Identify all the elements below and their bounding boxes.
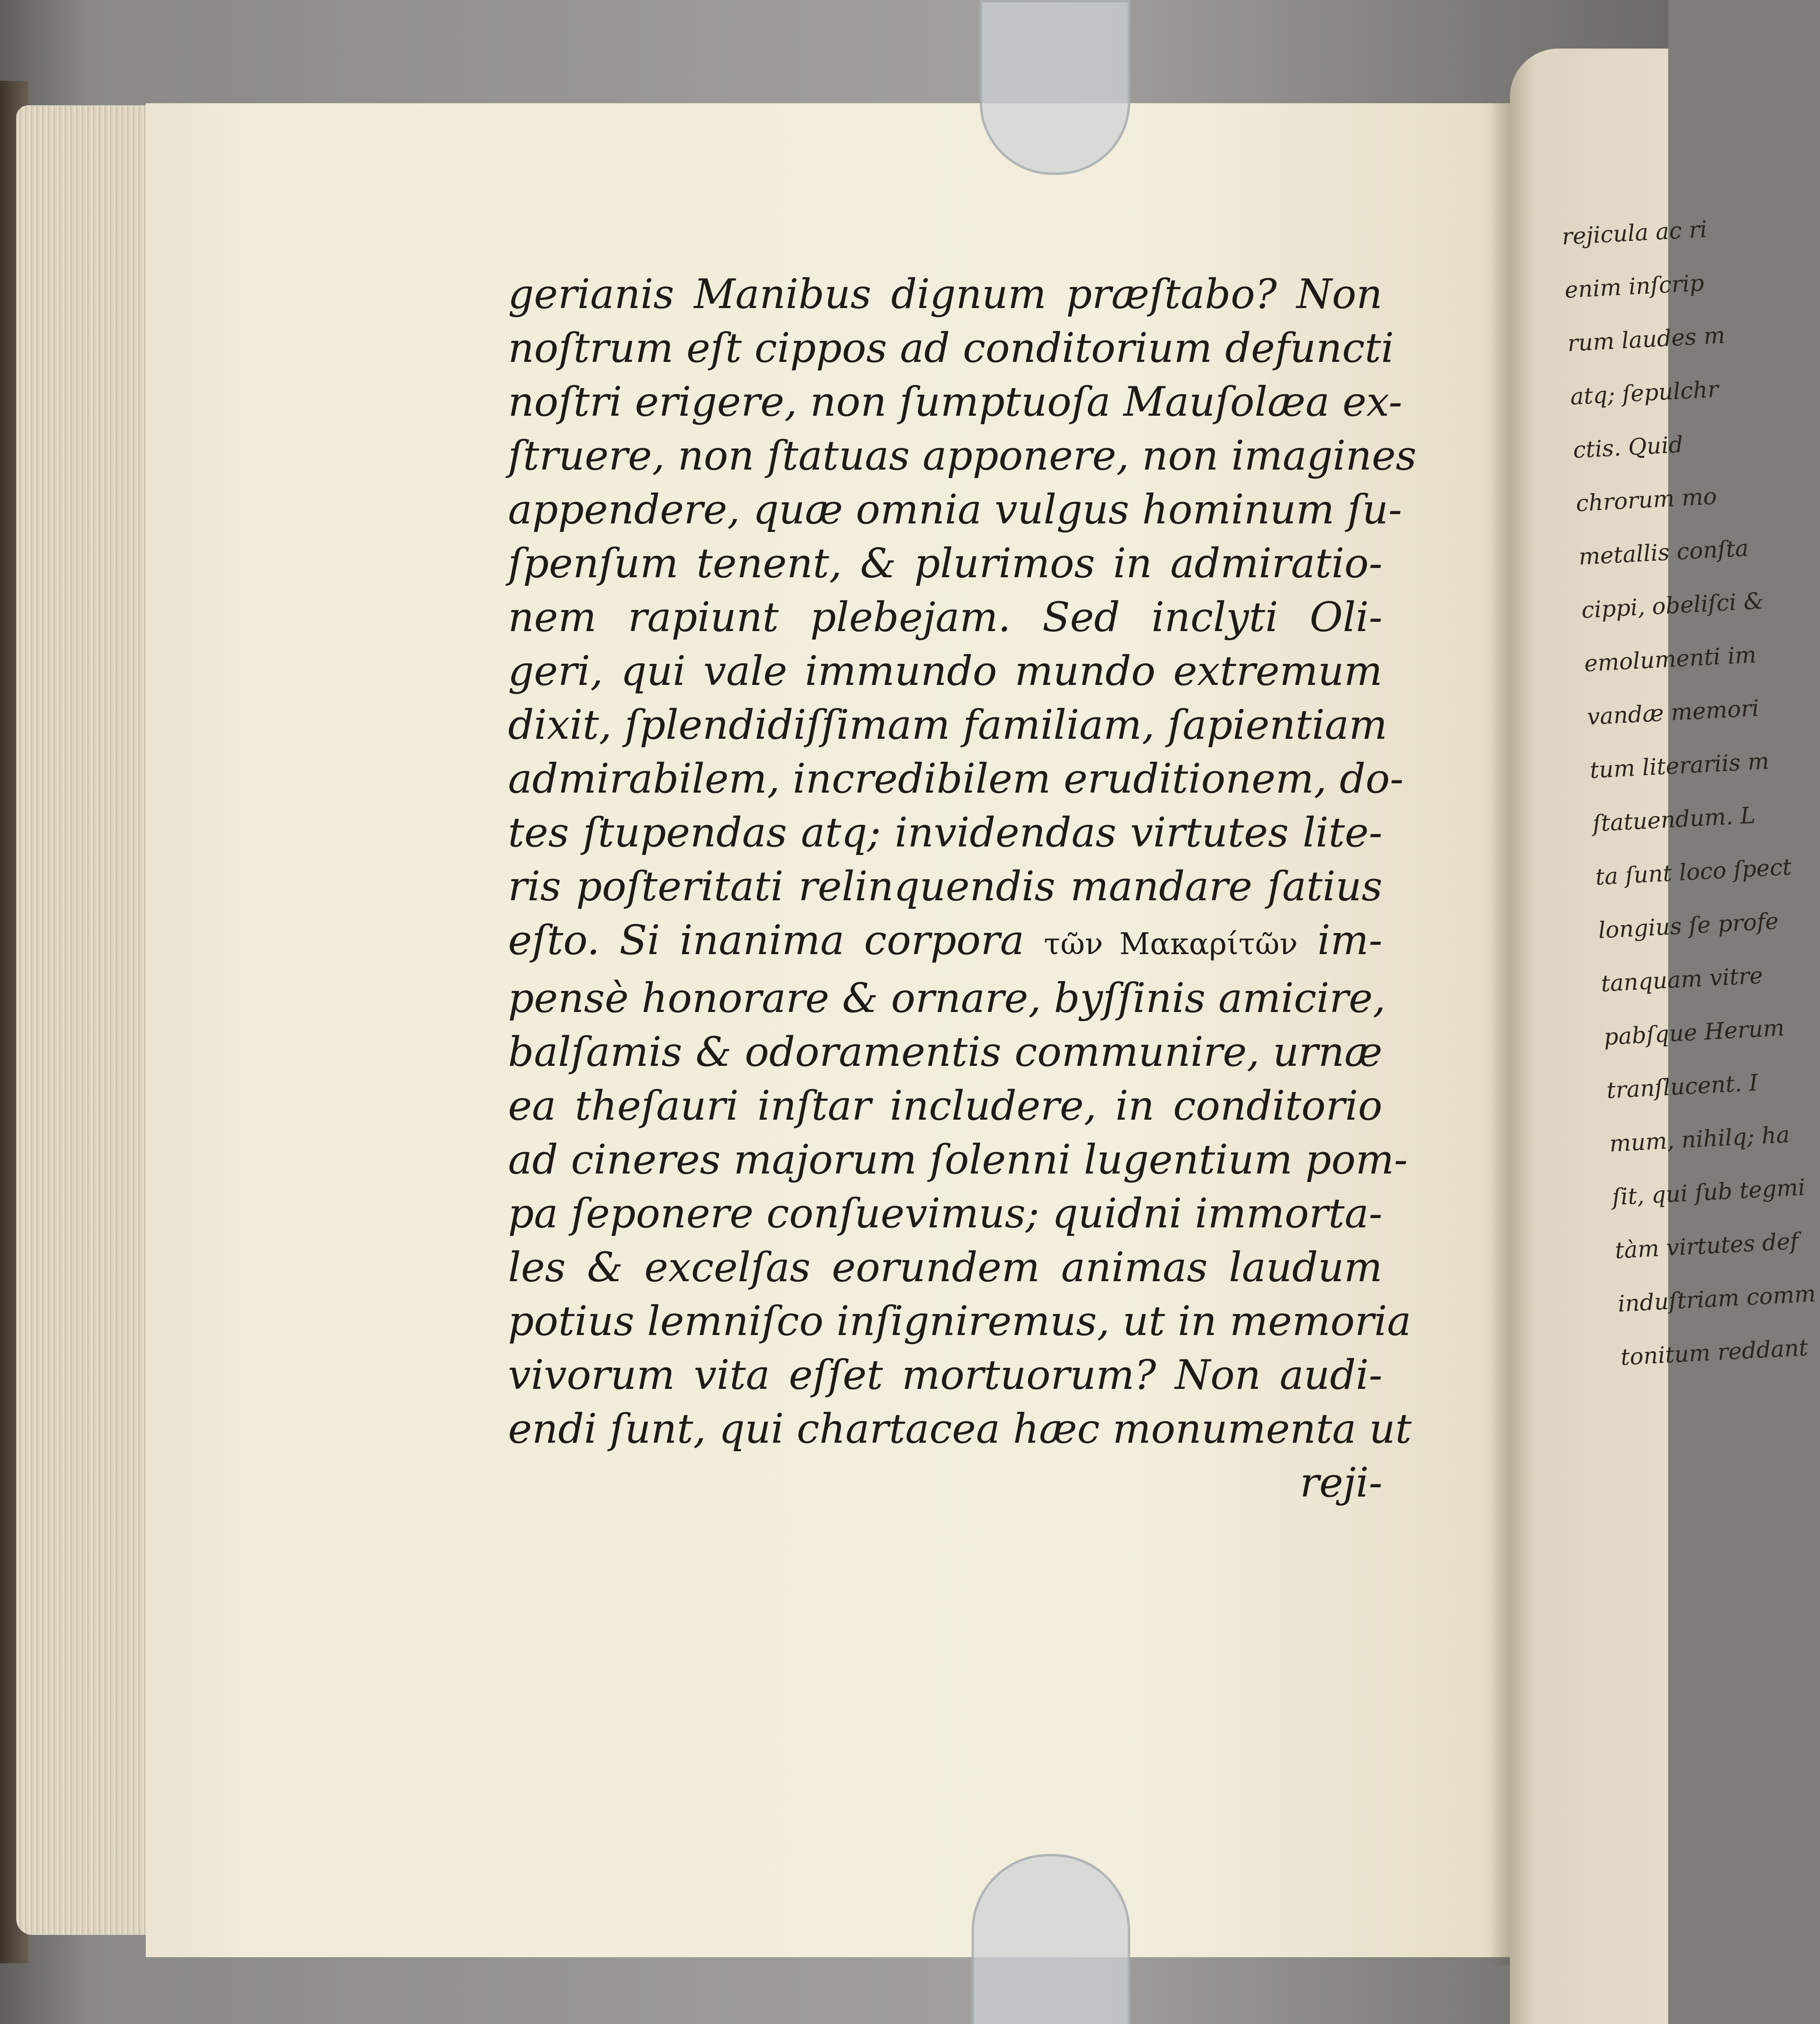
facing-text-line: vandæ memori xyxy=(1586,695,1760,731)
facing-text-line: metallis conſta xyxy=(1578,535,1750,570)
facing-text-line: mum, nihilq; ha xyxy=(1609,1121,1790,1157)
facing-text-line: ſit, qui ſub tegmi xyxy=(1612,1174,1806,1211)
text-segment: eſto. Si inanima corpora xyxy=(508,916,1025,964)
text-line: vivorum vita eſſet mortuorum? Non audi- xyxy=(508,1351,1382,1399)
text-line: appendere, quæ omnia vulgus hominum ſu- xyxy=(508,486,1402,533)
facing-text-line: atq; ſepulchr xyxy=(1569,376,1719,410)
facing-text-line: ta ſunt loco ſpect xyxy=(1595,854,1792,891)
facing-text-line: chrorum mo xyxy=(1575,483,1718,517)
facing-text-line: cippi, obeliſci & xyxy=(1581,588,1765,624)
facing-text-line: rum laudes m xyxy=(1567,322,1726,357)
greek-phrase: τῶν Μακαρίτῶν xyxy=(1044,927,1298,961)
facing-text-line: enim inſcrip xyxy=(1564,270,1705,304)
text-line: ſtruere, non ſtatuas apponere, non imagines xyxy=(508,432,1417,479)
text-line: dixit, ſplendidiſſimam familiam, ſapientiam xyxy=(508,701,1388,748)
text-line: pa ſeponere conſuevimus; quidni immorta- xyxy=(508,1190,1382,1237)
facing-text-line: tàm virtutes def xyxy=(1614,1228,1799,1264)
text-line: geri, qui vale immundo mundo extremum xyxy=(508,647,1382,695)
catchword: reji- xyxy=(1300,1459,1382,1506)
text-line: noſtrum eſt cippos ad conditorium defuncti xyxy=(508,324,1394,372)
text-line: gerianis Manibus dignum præſtabo? Non xyxy=(508,270,1382,318)
facing-text-line: tonitum reddant xyxy=(1620,1334,1809,1371)
text-line: pensè honorare & ornare, byſſinis amicire, xyxy=(508,974,1386,1022)
text-line: admirabilem, incredibilem eruditionem, do- xyxy=(508,755,1404,802)
page-clip-bottom xyxy=(972,1854,1130,2024)
facing-text-line: induſtriam comm xyxy=(1617,1280,1816,1318)
facing-text-line: ctis. Quid xyxy=(1572,432,1684,464)
text-line: ris poſteritati relinquendis mandare ſatius xyxy=(508,863,1382,910)
hyphenated-word: im- xyxy=(1317,916,1383,964)
text-line: balſamis & odoramentis communire, urnæ xyxy=(508,1028,1382,1076)
facing-text-line: emolumenti im xyxy=(1583,642,1757,677)
facing-text-line: tanquam vitre xyxy=(1600,962,1764,997)
text-line-greek xyxy=(508,913,1382,971)
text-line: tes ſtupendas atq; invidendas virtutes lite- xyxy=(508,809,1382,856)
facing-text-line: tum literariis m xyxy=(1589,748,1770,784)
text-line: noſtri erigere, non ſumptuoſa Mauſolæa ex- xyxy=(508,378,1402,425)
text-line: nem rapiunt plebejam. Sed inclyti Oli- xyxy=(508,593,1382,641)
facing-text-line: rejicula ac ri xyxy=(1561,216,1708,250)
facing-text-line: pabſque Herum xyxy=(1603,1014,1785,1051)
text-line: ſpenſum tenent, & plurimos in admiratio- xyxy=(508,540,1382,587)
facing-text-line: ſtatuendum. L xyxy=(1592,802,1756,837)
text-line: potius lemniſco inſigniremus, ut in memoria xyxy=(508,1297,1412,1345)
text-line: endi ſunt, qui chartacea hæc monumenta ut xyxy=(508,1405,1412,1452)
page-text xyxy=(508,267,1417,1509)
text-line: les & excelſas eorundem animas laudum xyxy=(508,1244,1382,1291)
page-clip-top xyxy=(980,0,1130,175)
facing-text-line: tranſlucent. I xyxy=(1606,1069,1759,1104)
facing-text-line: longius ſe profe xyxy=(1597,908,1780,944)
text-line: ea theſauri inſtar includere, in conditorio xyxy=(508,1082,1382,1129)
text-line: ad cineres majorum ſolenni lugentium pom- xyxy=(508,1136,1408,1183)
